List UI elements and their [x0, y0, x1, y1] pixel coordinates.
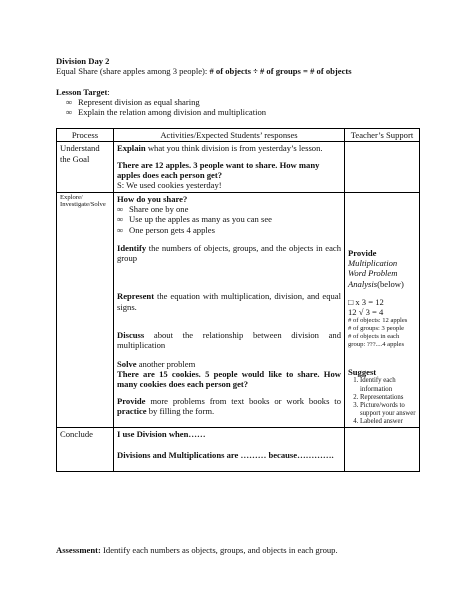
problem-statement: There are 12 apples. 3 people want to share. How many apples does each person get? — [117, 159, 320, 180]
list-item: ∞ One person gets 4 apples — [117, 224, 215, 235]
fact-item: # of groups: 3 people — [348, 325, 405, 333]
column-header: Teacher’s Support — [345, 129, 420, 142]
process-cell: Understand the Goal — [57, 142, 114, 192]
activity-cell — [114, 192, 345, 428]
list-item: 4. Labeled answer — [360, 418, 416, 426]
lesson-target-item: ∞ Explain the relation among division and multiplication — [66, 107, 267, 118]
support-cell — [345, 192, 420, 428]
lesson-plan-table — [56, 128, 420, 472]
table-row — [57, 192, 420, 428]
discuss-text: Discuss about the relationship between division and multiplication — [117, 330, 342, 351]
fact-item: # of objects in each group: ???....4 apples — [348, 333, 405, 349]
assessment — [56, 545, 436, 555]
process-cell: Conclude — [57, 428, 114, 472]
list-item: ∞ Use up the apples as many as you can see — [117, 214, 272, 225]
table-row — [57, 428, 420, 472]
problem-statement: There are 15 cookies. 5 people would like to share. How many cookies does each person get? — [117, 369, 341, 390]
infinity-bullet-icon: ∞ — [117, 203, 124, 214]
solve-text: Solve another problem — [117, 358, 196, 369]
table-row — [57, 142, 420, 192]
equation: 12 √ 3 = 4 — [348, 307, 384, 318]
activity-cell — [114, 428, 345, 472]
column-header: Process — [57, 129, 114, 142]
conclude-line: Divisions and Multiplications are ……… because…………. — [117, 449, 334, 460]
support-cell — [345, 142, 420, 192]
conclude-line: I use Division when…… — [117, 429, 206, 440]
list-item: 1. Identify each information — [360, 377, 416, 393]
lesson-target-item: ∞ Represent division as equal sharing — [66, 96, 200, 107]
assessment-text: Identify each numbers as objects, groups, and objects in each group. — [103, 545, 338, 555]
suggest-label: Suggest — [348, 367, 377, 378]
provide-text: Provide more problems from text books or work books to practice by filling the form. — [117, 395, 341, 416]
list-item: ∞ Share one by one — [117, 203, 189, 214]
infinity-bullet-icon: ∞ — [117, 224, 124, 235]
list-item: 2. Representations — [360, 394, 416, 402]
suggest-list — [348, 377, 416, 426]
support-analysis: Multiplication Word Problem Analysis(below) — [348, 257, 404, 289]
process-cell: Explore/ Investigate/Solve — [57, 192, 114, 428]
support-cell — [345, 428, 420, 472]
student-response: S: We used cookies yesterday! — [117, 180, 222, 191]
page-header — [56, 56, 420, 118]
subtitle-prefix: Equal Share (share apples among 3 people): — [56, 66, 208, 77]
infinity-bullet-icon: ∞ — [66, 107, 73, 118]
equation: □ x 3 = 12 — [348, 296, 384, 307]
support-provide-label: Provide — [348, 247, 377, 258]
explain-text: Explain what you think division is from yesterday’s lesson. — [117, 143, 323, 154]
identify-text: Identify the numbers of objects, groups, and the objects in each group — [117, 242, 341, 264]
column-header: Activities/Expected Students’ responses — [114, 129, 345, 142]
list-item: 3. Picture/words to support your answer — [360, 402, 416, 418]
activity-cell — [114, 142, 345, 192]
fact-item: # of objects: 12 apples — [348, 317, 408, 325]
page-subtitle — [56, 66, 420, 76]
assessment-label: Assessment: — [56, 545, 101, 555]
infinity-bullet-icon: ∞ — [117, 214, 124, 225]
page-title: Division Day 2 — [56, 56, 110, 66]
represent-text: Represent the equation with multiplication, division, and equal signs. — [117, 291, 341, 312]
table-header-row — [57, 129, 420, 142]
infinity-bullet-icon: ∞ — [66, 96, 73, 107]
lesson-target-heading: Lesson Target: — [56, 86, 110, 97]
how-question: How do you share? — [117, 193, 188, 204]
subtitle-formula: # of objects ÷ # of groups = # of objects — [209, 66, 352, 77]
